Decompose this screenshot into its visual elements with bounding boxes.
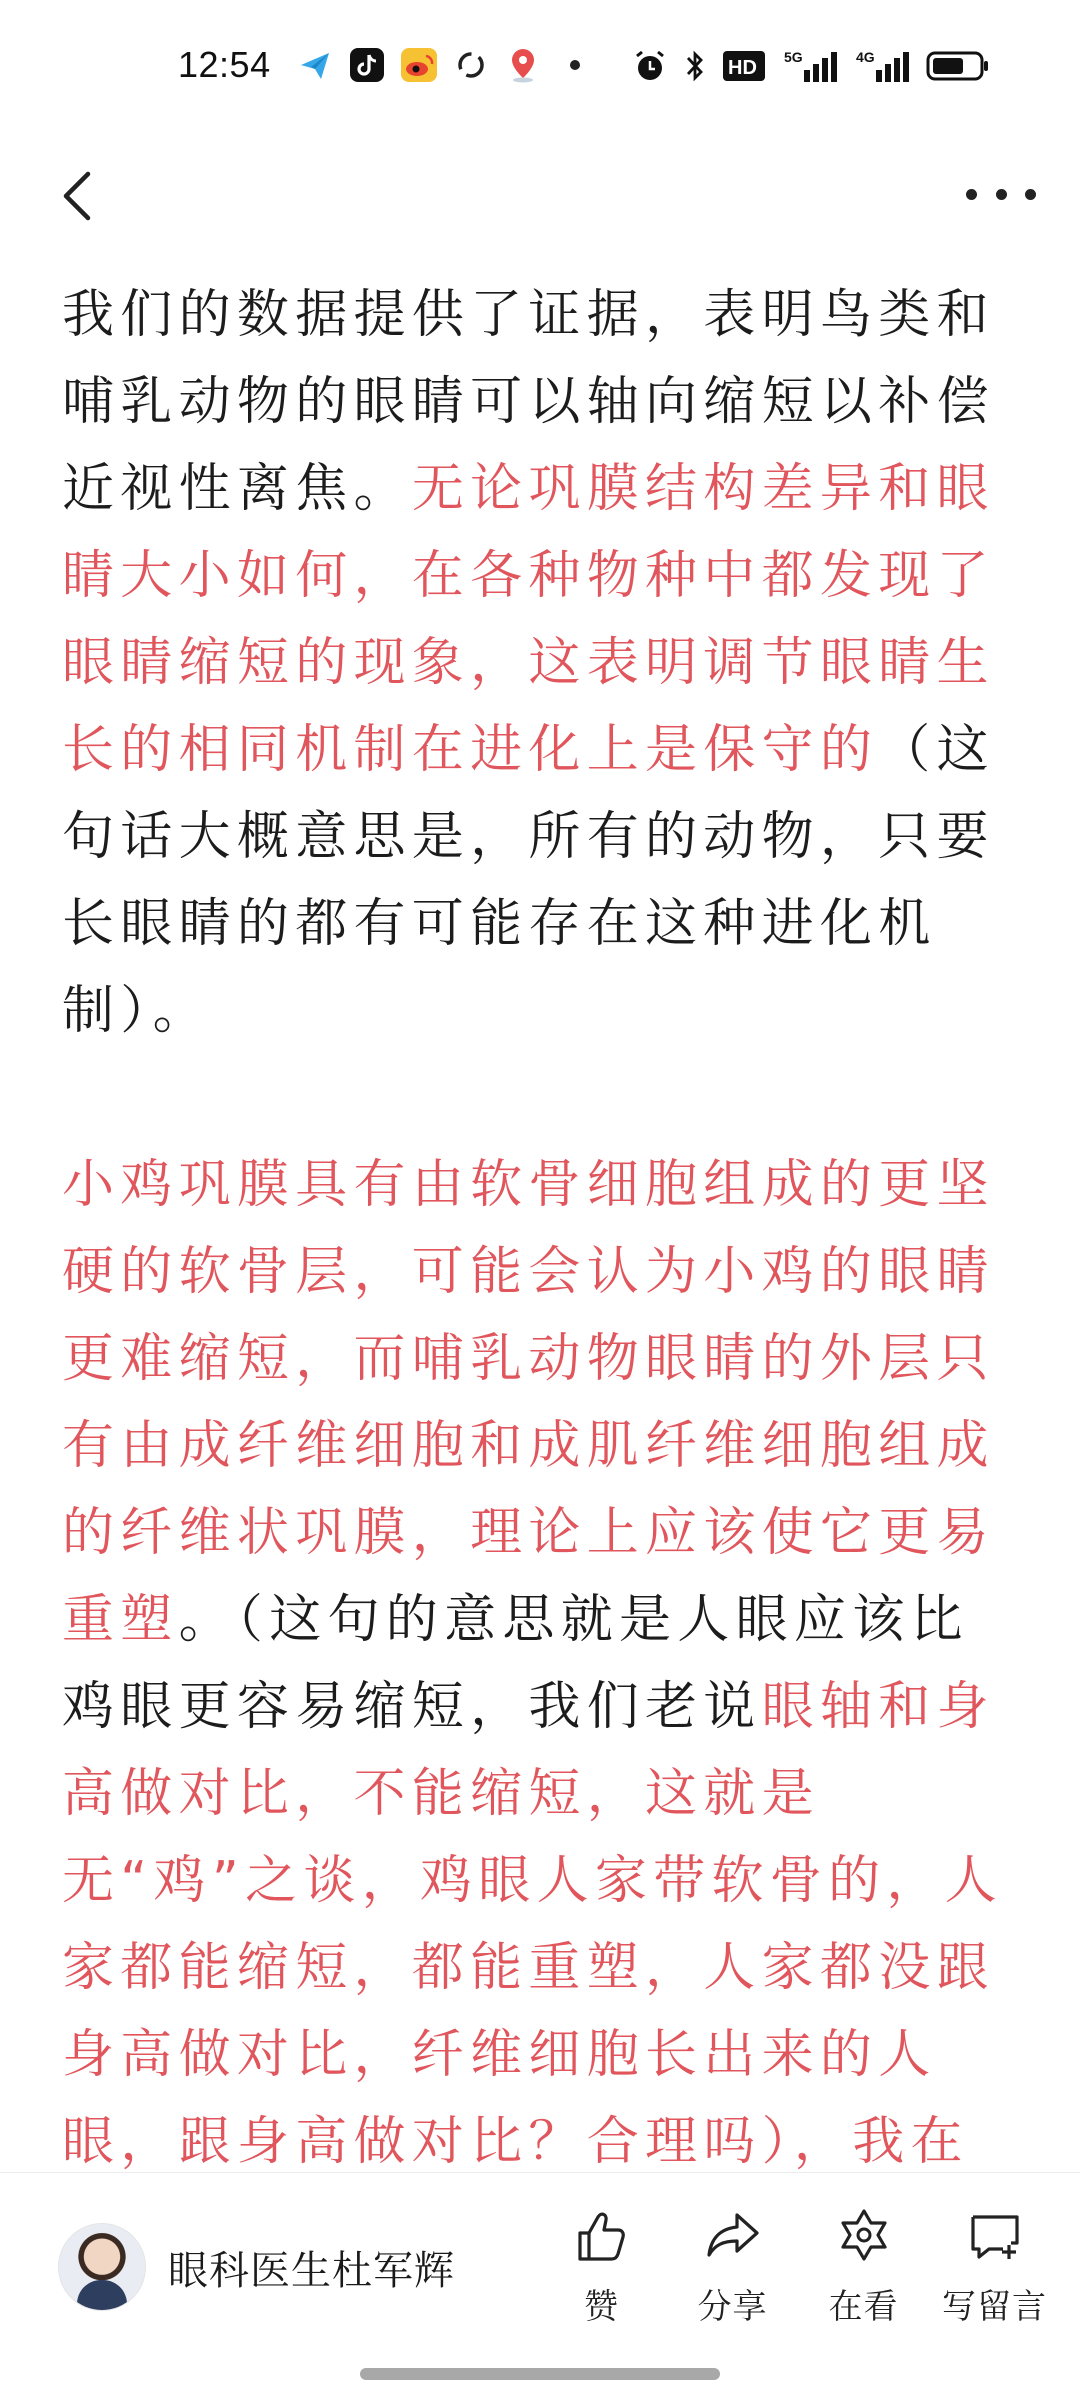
share-arrow-icon [701,2205,765,2269]
5g-signal-icon [782,48,838,84]
text-highlight: 眼轴和身高做对比，不能缩短，这就是无“鸡”之谈，鸡眼人家带软骨的，人家都能缩短，都能重塑，人家都没跟身高做对比，纤维细胞长出来的人眼，跟身高做对比？合理吗），我在 [62,1677,1003,2172]
watching-label: 在看 [828,2287,899,2327]
share-label: 分享 [697,2287,768,2327]
text-black: 。（这句的意思就是人眼应该比鸡眼更容易缩短，我们老说 [62,1590,969,1737]
hd-icon [722,48,766,84]
comment-plus-icon [963,2205,1027,2269]
avatar[interactable] [58,2223,146,2311]
back-button[interactable] [48,164,108,224]
paragraph-1 [62,272,1018,1055]
tiktok-icon [348,46,386,84]
4g-signal-icon [854,48,910,84]
comment-label: 写留言 [942,2287,1047,2327]
bottom-action-bar [0,2172,1080,2353]
system-icons [632,48,990,84]
article-body [62,272,1018,2273]
status-time: 12:54 [178,44,271,85]
swirl-app-icon [452,46,490,84]
battery-icon [926,48,990,84]
weibo-icon [400,46,438,84]
author-info[interactable] [58,2223,455,2311]
bluetooth-icon [684,48,706,84]
chevron-left-icon [48,164,108,224]
home-indicator[interactable] [360,2368,720,2380]
paragraph-2 [62,1142,1018,2273]
alarm-icon [632,48,668,84]
net1-label: 5G [784,49,803,65]
hd-label: HD [728,57,757,79]
text-black: 我们的数据提供了证据，表明鸟类和哺乳动物的眼睛可以轴向缩短以补偿近视性离焦。 [62,285,995,519]
watching-button[interactable] [798,2205,929,2328]
comment-button[interactable] [929,2205,1060,2328]
more-dot [966,189,977,200]
notification-icons [296,46,594,84]
like-button[interactable] [536,2205,667,2328]
text-black: （这句话大概意思是，所有的动物，只要长眼睛的都有可能存在这种进化机制）。 [62,720,995,1041]
like-label: 赞 [584,2287,619,2327]
more-button[interactable] [966,164,1036,224]
author-name[interactable]: 眼科医生杜军辉 [168,2247,455,2294]
net2-label: 4G [856,49,875,65]
text-highlight: 无论巩膜结构差异和眼睛大小如何，在各种物种中都发现了眼睛缩短的现象，这表明调节眼睛生长的相同机制在进化上是保守的 [62,459,995,780]
share-button[interactable] [667,2205,798,2328]
thumbs-up-icon [570,2205,634,2269]
status-bar [0,0,1080,130]
more-dot [1025,189,1036,200]
action-buttons [536,2205,1060,2328]
dot-icon [556,46,594,84]
more-dot [996,189,1007,200]
star-outline-icon [832,2205,896,2269]
plane-app-icon [296,46,334,84]
map-pin-app-icon [504,46,542,84]
top-nav [0,150,1080,240]
paragraph-gap [62,1055,1018,1142]
text-highlight: 小鸡巩膜具有由软骨细胞组成的更坚硬的软骨层，可能会认为小鸡的眼睛更难缩短，而哺乳动物眼睛的外层只有由成纤维细胞和成肌纤维细胞组成的纤维状巩膜，理论上应该使它更易重塑 [62,1155,995,1650]
